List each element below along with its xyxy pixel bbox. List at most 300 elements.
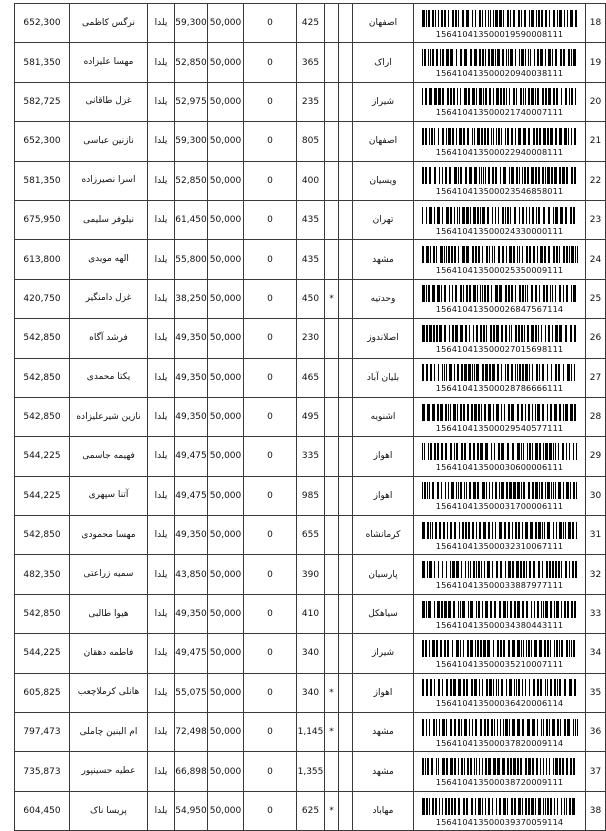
barcode-number: 156410413500024330000111 <box>435 225 564 236</box>
barcode-cell <box>414 594 586 633</box>
flag-cell <box>325 516 339 555</box>
barcode-cell <box>414 358 586 397</box>
weight-cell: 410 <box>297 594 325 633</box>
discount-cell: 0 <box>244 791 297 830</box>
barcode-bars-icon <box>422 719 577 736</box>
discount-cell: 0 <box>244 4 297 43</box>
sender-name-cell: یلدا <box>148 791 175 830</box>
recipient-name-cell: غزل دامنگیر <box>70 279 148 318</box>
postage-cell: 43,850 <box>175 555 208 594</box>
barcode-cell <box>414 713 586 752</box>
barcode-bars-icon <box>422 207 577 224</box>
barcode-bars-icon <box>422 404 577 421</box>
barcode-bars-icon <box>422 798 577 815</box>
recipient-name-cell: سمیه زراعتی <box>70 555 148 594</box>
postage-cell: 55,800 <box>175 240 208 279</box>
total-amount-cell: 735,873 <box>15 752 70 791</box>
barcode-cell <box>414 240 586 279</box>
sender-name-cell: یلدا <box>148 555 175 594</box>
row-number-cell: 20 <box>586 82 606 121</box>
table-row <box>15 4 606 43</box>
sender-name-cell: یلدا <box>148 279 175 318</box>
postage-cell: 49,350 <box>175 319 208 358</box>
recipient-name-cell: هیوا طالبی <box>70 594 148 633</box>
weight-cell: 365 <box>297 43 325 82</box>
flag-cell <box>325 397 339 436</box>
barcode-cell <box>414 791 586 830</box>
barcode-bars-icon <box>422 325 577 342</box>
barcode-cell <box>414 4 586 43</box>
row-number-cell: 25 <box>586 279 606 318</box>
total-amount-cell: 605,825 <box>15 673 70 712</box>
flag-cell <box>325 82 339 121</box>
destination-city-cell: اهواز <box>353 673 414 712</box>
barcode-bars-icon <box>422 246 577 263</box>
barcode <box>414 8 585 39</box>
flag-cell <box>325 319 339 358</box>
total-amount-cell: 542,850 <box>15 397 70 436</box>
barcode-number: 156410413500034380443111 <box>435 619 564 630</box>
total-amount-cell: 675,950 <box>15 200 70 239</box>
table-row <box>15 319 606 358</box>
barcode-bars-icon <box>422 167 577 184</box>
recipient-name-cell: فاطمه دهقان <box>70 634 148 673</box>
destination-city-cell: اشنویه <box>353 397 414 436</box>
flag-cell <box>325 161 339 200</box>
table-row <box>15 200 606 239</box>
sender-name-cell: یلدا <box>148 752 175 791</box>
discount-cell: 0 <box>244 240 297 279</box>
blank-cell <box>339 358 353 397</box>
service-fee-cell: 50,000 <box>208 358 244 397</box>
weight-cell: 335 <box>297 437 325 476</box>
postage-cell: 52,850 <box>175 161 208 200</box>
blank-cell <box>339 516 353 555</box>
barcode <box>414 126 585 157</box>
recipient-name-cell: مهسا علیزاده <box>70 43 148 82</box>
shipment-table <box>14 3 606 831</box>
barcode-cell <box>414 555 586 594</box>
service-fee-cell: 50,000 <box>208 594 244 633</box>
row-number-cell: 35 <box>586 673 606 712</box>
barcode-cell <box>414 673 586 712</box>
service-fee-cell: 50,000 <box>208 319 244 358</box>
row-number-cell: 37 <box>586 752 606 791</box>
weight-cell: 435 <box>297 240 325 279</box>
blank-cell <box>339 476 353 515</box>
sender-name-cell: یلدا <box>148 319 175 358</box>
barcode-bars-icon <box>422 88 577 105</box>
postage-cell: 52,850 <box>175 43 208 82</box>
service-fee-cell: 50,000 <box>208 279 244 318</box>
flag-cell: * <box>325 713 339 752</box>
discount-cell: 0 <box>244 43 297 82</box>
table-row <box>15 82 606 121</box>
table-row <box>15 555 606 594</box>
discount-cell: 0 <box>244 200 297 239</box>
flag-cell <box>325 476 339 515</box>
barcode-cell <box>414 476 586 515</box>
recipient-name-cell: هانلی کرملاچعب <box>70 673 148 712</box>
blank-cell <box>339 713 353 752</box>
row-number-cell: 22 <box>586 161 606 200</box>
destination-city-cell: اصفهان <box>353 4 414 43</box>
flag-cell <box>325 240 339 279</box>
recipient-name-cell: عطیه حسینپور <box>70 752 148 791</box>
sender-name-cell: یلدا <box>148 476 175 515</box>
barcode-number: 156410413500023546858011 <box>435 186 564 197</box>
row-number-cell: 29 <box>586 437 606 476</box>
barcode-number: 156410413500035210007111 <box>435 658 564 669</box>
flag-cell <box>325 122 339 161</box>
destination-city-cell: سیاهکل <box>353 594 414 633</box>
barcode-cell <box>414 279 586 318</box>
flag-cell <box>325 594 339 633</box>
postage-cell: 66,898 <box>175 752 208 791</box>
total-amount-cell: 542,850 <box>15 594 70 633</box>
table-row <box>15 122 606 161</box>
postage-cell: 49,475 <box>175 634 208 673</box>
row-number-cell: 24 <box>586 240 606 279</box>
sender-name-cell: یلدا <box>148 122 175 161</box>
blank-cell <box>339 555 353 594</box>
barcode-number: 156410413500031700006111 <box>435 501 564 512</box>
weight-cell: 625 <box>297 791 325 830</box>
flag-cell <box>325 358 339 397</box>
flag-cell <box>325 634 339 673</box>
blank-cell <box>339 791 353 830</box>
barcode <box>414 205 585 236</box>
barcode-cell <box>414 122 586 161</box>
total-amount-cell: 482,350 <box>15 555 70 594</box>
discount-cell: 0 <box>244 673 297 712</box>
discount-cell: 0 <box>244 555 297 594</box>
total-amount-cell: 797,473 <box>15 713 70 752</box>
weight-cell: 235 <box>297 82 325 121</box>
discount-cell: 0 <box>244 82 297 121</box>
barcode <box>414 165 585 196</box>
weight-cell: 340 <box>297 673 325 712</box>
barcode-cell <box>414 43 586 82</box>
recipient-name-cell: الهه مویدی <box>70 240 148 279</box>
row-number-cell: 19 <box>586 43 606 82</box>
postage-cell: 49,475 <box>175 437 208 476</box>
row-number-cell: 36 <box>586 713 606 752</box>
destination-city-cell: تهران <box>353 200 414 239</box>
service-fee-cell: 50,000 <box>208 43 244 82</box>
weight-cell: 230 <box>297 319 325 358</box>
row-number-cell: 23 <box>586 200 606 239</box>
weight-cell: 655 <box>297 516 325 555</box>
barcode-cell <box>414 634 586 673</box>
sender-name-cell: یلدا <box>148 437 175 476</box>
total-amount-cell: 544,225 <box>15 437 70 476</box>
barcode-number: 156410413500033887977111 <box>435 580 564 591</box>
discount-cell: 0 <box>244 319 297 358</box>
recipient-name-cell: نازین شیرعلیزاده <box>70 397 148 436</box>
postage-cell: 59,300 <box>175 4 208 43</box>
total-amount-cell: 604,450 <box>15 791 70 830</box>
blank-cell <box>339 43 353 82</box>
barcode-cell <box>414 752 586 791</box>
postage-cell: 49,350 <box>175 358 208 397</box>
barcode-bars-icon <box>422 10 577 27</box>
barcode-bars-icon <box>422 364 577 381</box>
service-fee-cell: 50,000 <box>208 397 244 436</box>
blank-cell <box>339 200 353 239</box>
postage-cell: 54,950 <box>175 791 208 830</box>
sender-name-cell: یلدا <box>148 4 175 43</box>
barcode <box>414 599 585 630</box>
weight-cell: 985 <box>297 476 325 515</box>
barcode-number: 156410413500022940008111 <box>435 146 564 157</box>
postage-cell: 49,350 <box>175 594 208 633</box>
flag-cell <box>325 4 339 43</box>
weight-cell: 400 <box>297 161 325 200</box>
discount-cell: 0 <box>244 161 297 200</box>
row-number-cell: 18 <box>586 4 606 43</box>
postage-cell: 49,350 <box>175 397 208 436</box>
table-row <box>15 516 606 555</box>
blank-cell <box>339 279 353 318</box>
row-number-cell: 33 <box>586 594 606 633</box>
postage-cell: 52,975 <box>175 82 208 121</box>
total-amount-cell: 544,225 <box>15 634 70 673</box>
flag-cell: * <box>325 279 339 318</box>
row-number-cell: 26 <box>586 319 606 358</box>
blank-cell <box>339 161 353 200</box>
weight-cell: 805 <box>297 122 325 161</box>
blank-cell <box>339 122 353 161</box>
total-amount-cell: 581,350 <box>15 161 70 200</box>
barcode-number: 156410413500038720009111 <box>435 777 564 788</box>
barcode <box>414 86 585 117</box>
table-row <box>15 752 606 791</box>
barcode-bars-icon <box>422 128 577 145</box>
discount-cell: 0 <box>244 358 297 397</box>
recipient-name-cell: آتنا سپهری <box>70 476 148 515</box>
weight-cell: 390 <box>297 555 325 594</box>
service-fee-cell: 50,000 <box>208 82 244 121</box>
sender-name-cell: یلدا <box>148 200 175 239</box>
recipient-name-cell: فرشد آگاه <box>70 319 148 358</box>
table-row <box>15 397 606 436</box>
postage-cell: 49,350 <box>175 516 208 555</box>
barcode-bars-icon <box>422 443 577 460</box>
discount-cell: 0 <box>244 634 297 673</box>
total-amount-cell: 542,850 <box>15 319 70 358</box>
recipient-name-cell: فهیمه جاسمی <box>70 437 148 476</box>
discount-cell: 0 <box>244 752 297 791</box>
flag-cell: * <box>325 791 339 830</box>
total-amount-cell: 652,300 <box>15 4 70 43</box>
barcode-bars-icon <box>422 482 577 499</box>
barcode-cell <box>414 397 586 436</box>
row-number-cell: 31 <box>586 516 606 555</box>
service-fee-cell: 50,000 <box>208 713 244 752</box>
destination-city-cell: پارسیان <box>353 555 414 594</box>
barcode-number: 156410413500028786666111 <box>435 383 564 394</box>
barcode <box>414 638 585 669</box>
barcode <box>414 796 585 827</box>
weight-cell: 450 <box>297 279 325 318</box>
recipient-name-cell: ام البنین چاملی <box>70 713 148 752</box>
sender-name-cell: یلدا <box>148 634 175 673</box>
recipient-name-cell: یکتا محمدی <box>70 358 148 397</box>
blank-cell <box>339 437 353 476</box>
blank-cell <box>339 319 353 358</box>
discount-cell: 0 <box>244 713 297 752</box>
weight-cell: 495 <box>297 397 325 436</box>
destination-city-cell: مشهد <box>353 752 414 791</box>
destination-city-cell: وحدتیه <box>353 279 414 318</box>
postage-cell: 72,498 <box>175 713 208 752</box>
barcode-number: 156410413500032310067111 <box>435 540 564 551</box>
table-row <box>15 791 606 830</box>
barcode-bars-icon <box>422 758 577 775</box>
barcode <box>414 47 585 78</box>
recipient-name-cell: پریسا ناک <box>70 791 148 830</box>
barcode <box>414 756 585 787</box>
blank-cell <box>339 240 353 279</box>
barcode-number: 156410413500037820009114 <box>435 737 564 748</box>
barcode <box>414 559 585 590</box>
postage-cell: 61,450 <box>175 200 208 239</box>
service-fee-cell: 50,000 <box>208 4 244 43</box>
total-amount-cell: 652,300 <box>15 122 70 161</box>
barcode-bars-icon <box>422 601 577 618</box>
barcode-number: 156410413500019590008111 <box>435 28 564 39</box>
destination-city-cell: مشهد <box>353 713 414 752</box>
barcode-bars-icon <box>422 285 577 302</box>
table-row <box>15 634 606 673</box>
table-row <box>15 358 606 397</box>
table-row <box>15 476 606 515</box>
barcode-cell <box>414 516 586 555</box>
blank-cell <box>339 397 353 436</box>
total-amount-cell: 542,850 <box>15 516 70 555</box>
recipient-name-cell: اسرا نصیرزاده <box>70 161 148 200</box>
weight-cell: 465 <box>297 358 325 397</box>
service-fee-cell: 50,000 <box>208 240 244 279</box>
service-fee-cell: 50,000 <box>208 476 244 515</box>
service-fee-cell: 50,000 <box>208 437 244 476</box>
destination-city-cell: اصفهان <box>353 122 414 161</box>
sender-name-cell: یلدا <box>148 43 175 82</box>
barcode <box>414 402 585 433</box>
sender-name-cell: یلدا <box>148 673 175 712</box>
barcode <box>414 244 585 275</box>
barcode-number: 156410413500030600006111 <box>435 461 564 472</box>
barcode <box>414 362 585 393</box>
flag-cell <box>325 752 339 791</box>
service-fee-cell: 50,000 <box>208 200 244 239</box>
barcode-cell <box>414 161 586 200</box>
service-fee-cell: 50,000 <box>208 122 244 161</box>
barcode-bars-icon <box>422 640 577 657</box>
service-fee-cell: 50,000 <box>208 752 244 791</box>
barcode-bars-icon <box>422 522 577 539</box>
barcode-cell <box>414 82 586 121</box>
blank-cell <box>339 4 353 43</box>
total-amount-cell: 420,750 <box>15 279 70 318</box>
flag-cell <box>325 200 339 239</box>
barcode <box>414 441 585 472</box>
row-number-cell: 21 <box>586 122 606 161</box>
blank-cell <box>339 752 353 791</box>
discount-cell: 0 <box>244 122 297 161</box>
service-fee-cell: 50,000 <box>208 516 244 555</box>
table-row <box>15 437 606 476</box>
weight-cell: 1,355 <box>297 752 325 791</box>
table-row <box>15 240 606 279</box>
weight-cell: 340 <box>297 634 325 673</box>
barcode-number: 156410413500021740007111 <box>435 107 564 118</box>
recipient-name-cell: نیلوفر سلیمی <box>70 200 148 239</box>
discount-cell: 0 <box>244 397 297 436</box>
postage-cell: 55,075 <box>175 673 208 712</box>
service-fee-cell: 50,000 <box>208 673 244 712</box>
table-body <box>15 4 606 831</box>
row-number-cell: 28 <box>586 397 606 436</box>
discount-cell: 0 <box>244 594 297 633</box>
row-number-cell: 27 <box>586 358 606 397</box>
destination-city-cell: مشهد <box>353 240 414 279</box>
destination-city-cell: شیراز <box>353 634 414 673</box>
service-fee-cell: 50,000 <box>208 555 244 594</box>
blank-cell <box>339 634 353 673</box>
barcode-number: 156410413500036420006114 <box>435 698 564 709</box>
total-amount-cell: 613,800 <box>15 240 70 279</box>
barcode-cell <box>414 200 586 239</box>
row-number-cell: 32 <box>586 555 606 594</box>
barcode-bars-icon <box>422 679 577 696</box>
barcode <box>414 520 585 551</box>
recipient-name-cell: غزل طاقانی <box>70 82 148 121</box>
table-row <box>15 594 606 633</box>
sender-name-cell: یلدا <box>148 240 175 279</box>
flag-cell <box>325 555 339 594</box>
destination-city-cell: بلیان آباد <box>353 358 414 397</box>
recipient-name-cell: نازنین عباسی <box>70 122 148 161</box>
table-row <box>15 279 606 318</box>
sender-name-cell: یلدا <box>148 516 175 555</box>
destination-city-cell: اراک <box>353 43 414 82</box>
barcode-number: 156410413500027015698111 <box>435 343 564 354</box>
destination-city-cell: مهاباد <box>353 791 414 830</box>
blank-cell <box>339 673 353 712</box>
destination-city-cell: ویسیان <box>353 161 414 200</box>
barcode-number: 156410413500026847567114 <box>435 304 564 315</box>
discount-cell: 0 <box>244 437 297 476</box>
barcode-number: 156410413500029540577111 <box>435 422 564 433</box>
barcode-bars-icon <box>422 49 577 66</box>
recipient-name-cell: نرگس کاظمی <box>70 4 148 43</box>
weight-cell: 1,145 <box>297 713 325 752</box>
destination-city-cell: کرمانشاه <box>353 516 414 555</box>
sender-name-cell: یلدا <box>148 713 175 752</box>
destination-city-cell: اصلاندوز <box>353 319 414 358</box>
weight-cell: 435 <box>297 200 325 239</box>
service-fee-cell: 50,000 <box>208 791 244 830</box>
barcode-number: 156410413500020940038111 <box>435 68 564 79</box>
barcode <box>414 323 585 354</box>
barcode-number: 156410413500039370059114 <box>435 816 564 827</box>
table-row <box>15 713 606 752</box>
blank-cell <box>339 594 353 633</box>
sender-name-cell: یلدا <box>148 358 175 397</box>
barcode <box>414 480 585 511</box>
